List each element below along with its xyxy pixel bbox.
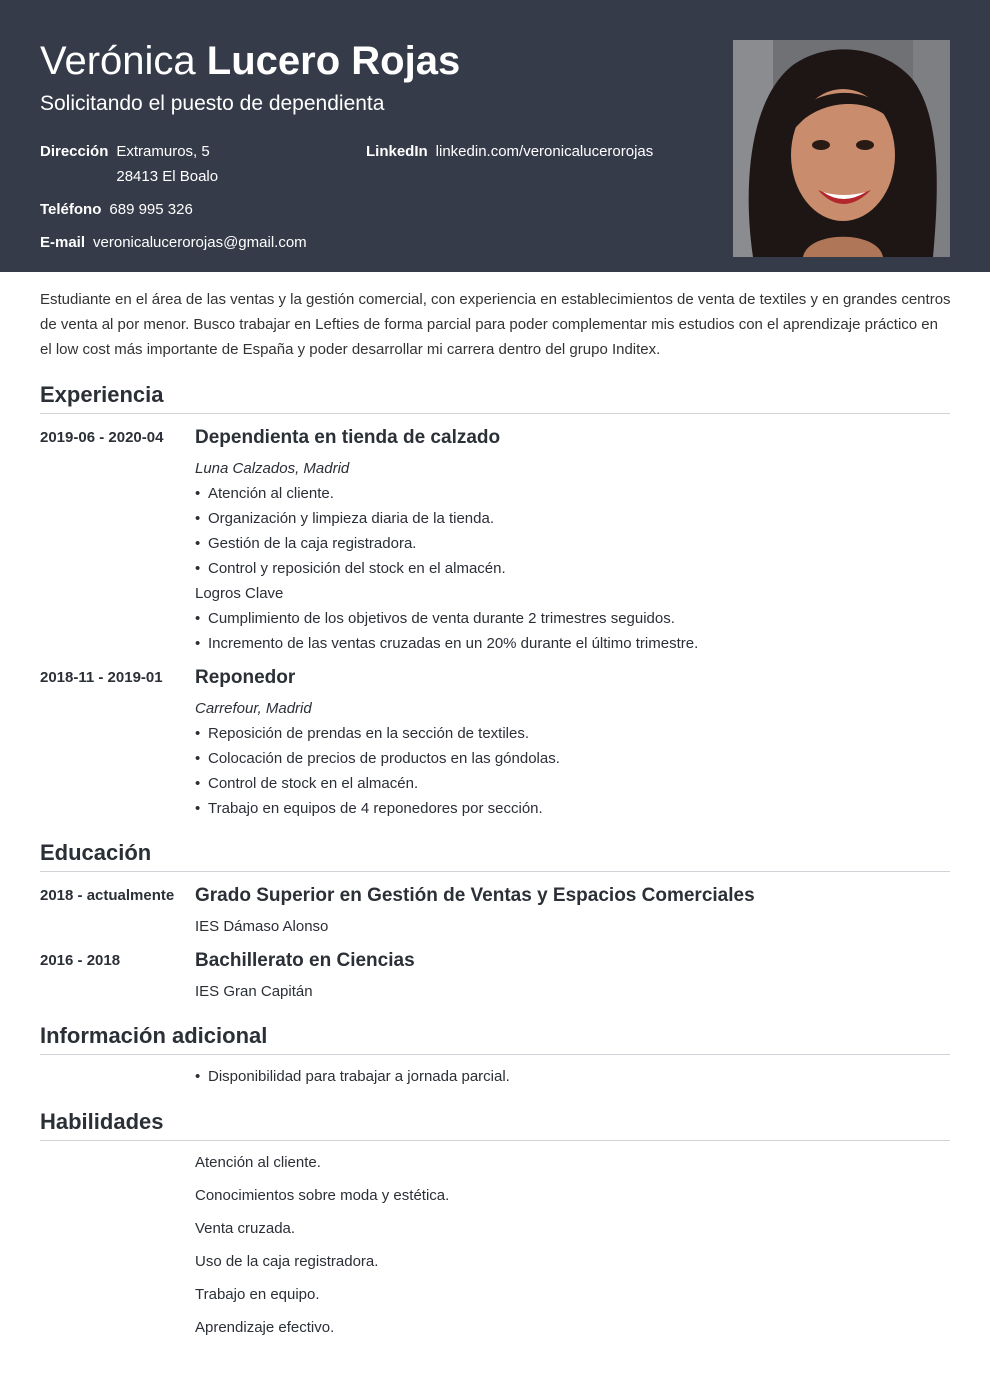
responsibility-list: [195, 721, 950, 821]
list-item: • Incremento de las ventas cruzadas en un 20% durante el último trimestre.: [195, 631, 950, 656]
phone-value: 689 995 326: [109, 201, 193, 218]
entry-date: 2019-06 - 2020-04: [40, 429, 164, 446]
section-title-education: Educación: [40, 839, 950, 872]
skill-item: Venta cruzada.: [195, 1220, 296, 1237]
list-item: • Trabajo en equipos de 4 reponedores por sección.: [195, 796, 950, 821]
skill-item: Uso de la caja registradora.: [195, 1253, 379, 1270]
contact-email: [40, 230, 307, 255]
skill-item: Trabajo en equipo.: [195, 1286, 320, 1303]
phone-label: Teléfono: [40, 201, 102, 218]
achievements-label: Logros Clave: [195, 585, 284, 602]
profile-photo: [733, 40, 950, 257]
skills-list: [195, 1150, 449, 1348]
candidate-name: [40, 38, 460, 84]
company-name: Luna Calzados, Madrid: [195, 460, 350, 477]
linkedin-link[interactable]: linkedin.com/veronicalucerorojas: [435, 143, 654, 160]
list-item: • Organización y limpieza diaria de la tienda.: [195, 506, 950, 531]
section-title-additional: Información adicional: [40, 1022, 950, 1055]
list-item: • Disponibilidad para trabajar a jornada parcial.: [195, 1064, 950, 1089]
list-item: • Reposición de prendas en la sección de textiles.: [195, 721, 950, 746]
skill-item: Conocimientos sobre moda y estética.: [195, 1187, 450, 1204]
contact-linkedin: [366, 139, 653, 164]
entry-date: 2018-11 - 2019-01: [40, 669, 163, 686]
list-item: • Colocación de precios de productos en las góndolas.: [195, 746, 950, 771]
contact-phone: [40, 197, 193, 222]
skill-item: Atención al cliente.: [195, 1154, 321, 1171]
section-title-experience: Experiencia: [40, 381, 950, 414]
list-item: • Gestión de la caja registradora.: [195, 531, 950, 556]
resume-header: [0, 0, 990, 272]
first-name: Verónica: [40, 39, 196, 83]
additional-list: [195, 1064, 950, 1089]
list-item: • Cumplimiento de los objetivos de venta durante 2 trimestres seguidos.: [195, 606, 950, 631]
address-label: Dirección: [40, 143, 109, 160]
entry-date: 2016 - 2018: [40, 952, 121, 969]
company-name: Carrefour, Madrid: [195, 700, 312, 717]
last-name: Lucero Rojas: [206, 39, 461, 83]
job-objective: Solicitando el puesto de dependienta: [40, 92, 385, 115]
contact-address: [40, 139, 218, 189]
list-item: • Control de stock en el almacén.: [195, 771, 950, 796]
list-item: • Control y reposición del stock en el almacén.: [195, 556, 950, 581]
section-title-skills: Habilidades: [40, 1108, 950, 1141]
responsibility-list: [195, 481, 950, 581]
list-item: • Atención al cliente.: [195, 481, 950, 506]
degree-title: Grado Superior en Gestión de Ventas y Espacios Comerciales: [195, 885, 755, 906]
school-name: IES Dámaso Alonso: [195, 918, 329, 935]
linkedin-label: LinkedIn: [366, 143, 428, 160]
skill-item: Aprendizaje efectivo.: [195, 1319, 335, 1336]
entry-date: 2018 - actualmente: [40, 887, 175, 904]
address-line-1: Extramuros, 5: [116, 143, 210, 160]
job-title: Dependienta en tienda de calzado: [195, 427, 501, 448]
job-title: Reponedor: [195, 667, 296, 688]
address-line-2: 28413 El Boalo: [116, 168, 219, 185]
professional-summary: Estudiante en el área de las ventas y la gestión comercial, con experiencia en establecimientos de venta de textiles y en grandes centros de venta al por menor. Busco trabajar en Lefties de forma parcial para poder complementar mis estudios con el aprendizaje práctico en el low cost más importante de España y poder desarrollar mi carrera dentro del grupo Inditex.: [40, 291, 951, 358]
school-name: IES Gran Capitán: [195, 983, 313, 1000]
email-label: E-mail: [40, 234, 86, 251]
achievements-list: [195, 606, 950, 656]
portrait-image: [733, 40, 950, 257]
email-link[interactable]: veronicalucerorojas@gmail.com: [93, 234, 307, 251]
degree-title: Bachillerato en Ciencias: [195, 950, 415, 971]
